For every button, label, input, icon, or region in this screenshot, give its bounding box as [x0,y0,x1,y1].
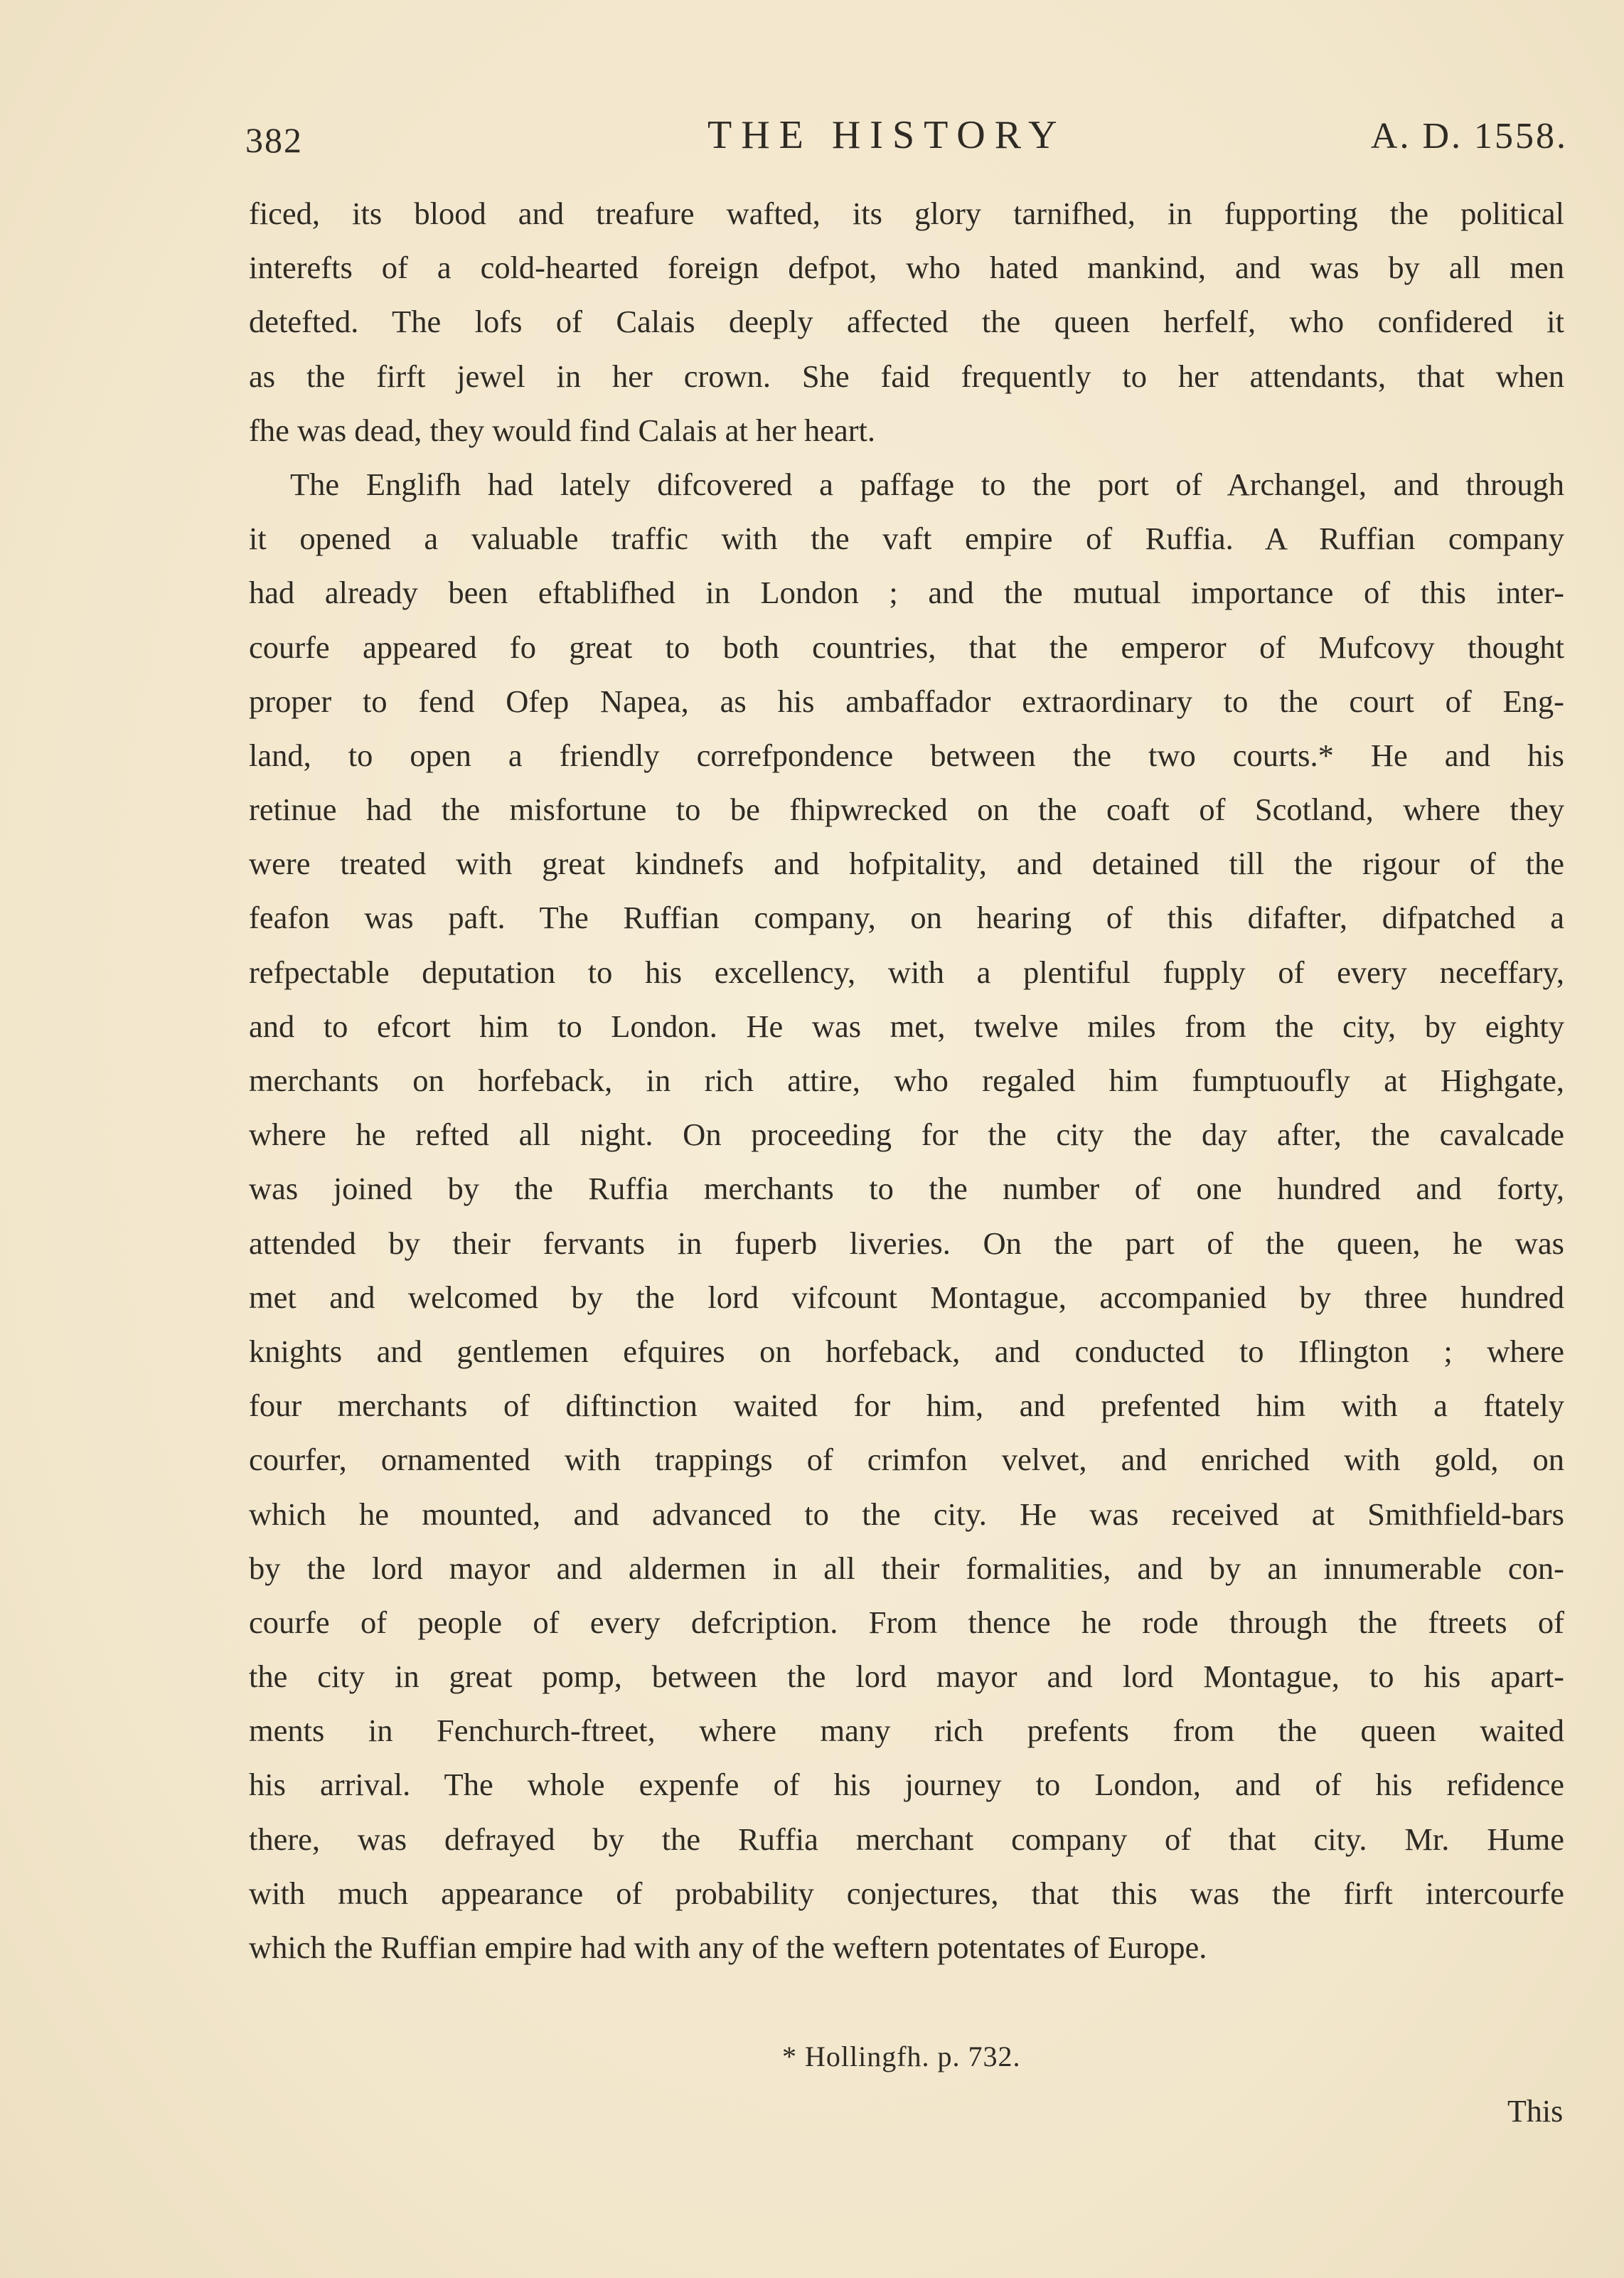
running-head [245,112,1582,162]
text-line: and to efcort him to London. He was met, twelve miles from the city, by eighty [249,1008,1564,1044]
page-number: 382 [245,120,303,160]
text-line: courfe of people of every defcription. From thence he rode through the ftreets of [249,1604,1564,1640]
text-line: refpectable deputation to his excellency, with a plentiful fupply of every neceffary, [249,954,1564,990]
text-line: where he refted all night. On proceeding for the city the day after, the cavalcade [249,1117,1564,1153]
text-line: as the firft jewel in her crown. She faid frequently to her attendants, that when [249,358,1564,394]
text-line: retinue had the misfortune to be fhipwrecked on the coaft of Scotland, where they [249,792,1564,828]
text-line: feafon was paft. The Ruffian company, on hearing of this difafter, difpatched a [249,900,1564,936]
text-line: by the lord mayor and aldermen in all their formalities, and by an innumerable con- [249,1550,1564,1586]
text-line: which the Ruffian empire had with any of the weftern potentates of Europe. [249,1930,1207,1965]
text-line: land, to open a friendly correfpondence between the two courts.* He and his [249,737,1564,773]
text-line: knights and gentlemen efquires on horfeback, and conducted to Iflington ; where [249,1333,1564,1369]
text-line: courfer, ornamented with trappings of crimfon velvet, and enriched with gold, on [249,1442,1564,1478]
text-line: courfe appeared fo great to both countries, that the emperor of Mufcovy thought [249,629,1564,665]
text-line: The Englifh had lately difcovered a paffage to the port of Archangel, and through [290,466,1564,502]
text-line: proper to fend Ofep Napea, as his ambaffador extraordinary to the court of Eng- [249,683,1564,719]
running-title: THE HISTORY [707,113,1067,157]
text-line: ficed, its blood and treafure wafted, its glory tarnifhed, in fupporting the political [249,196,1564,231]
text-line: had already been eftablifhed in London ; and the mutual importance of this inter- [249,575,1564,611]
text-line: there, was defrayed by the Ruffia merchant company of that city. Mr. Hume [249,1821,1564,1857]
footnote: * Hollingfh. p. 732. [782,2040,1021,2072]
body-text [249,186,1564,1974]
text-line: which he mounted, and advanced to the city. He was received at Smithfield-bars [249,1496,1564,1532]
text-line: was joined by the Ruffia merchants to the number of one hundred and forty, [249,1171,1564,1207]
text-line: detefted. The lofs of Calais deeply affected the queen herfelf, who confidered it [249,304,1564,340]
text-line: were treated with great kindnefs and hofpitality, and detained till the rigour of the [249,846,1564,882]
text-line: attended by their fervants in fuperb liveries. On the part of the queen, he was [249,1225,1564,1261]
running-year: A. D. 1558. [1370,116,1568,156]
text-line: his arrival. The whole expenfe of his journey to London, and of his refidence [249,1767,1564,1803]
text-line: merchants on horfeback, in rich attire, who regaled him fumptuoufly at Highgate, [249,1063,1564,1098]
text-line: four merchants of diftinction waited for him, and prefented him with a ftately [249,1388,1564,1424]
text-line: the city in great pomp, between the lord mayor and lord Montague, to his apart- [249,1659,1564,1695]
text-line: fhe was dead, they would find Calais at her heart. [249,412,876,448]
text-line: ments in Fenchurch-ftreet, where many rich prefents from the queen waited [249,1713,1564,1749]
catchword: This [1507,2094,1564,2129]
text-line: interefts of a cold-hearted foreign defpot, who hated mankind, and was by all men [249,250,1564,286]
text-line: with much appearance of probability conjectures, that this was the firft intercourfe [249,1875,1564,1911]
text-line: it opened a valuable traffic with the vaft empire of Ruffia. A Ruffian company [249,521,1564,557]
text-line: met and welcomed by the lord vifcount Montague, accompanied by three hundred [249,1279,1564,1315]
